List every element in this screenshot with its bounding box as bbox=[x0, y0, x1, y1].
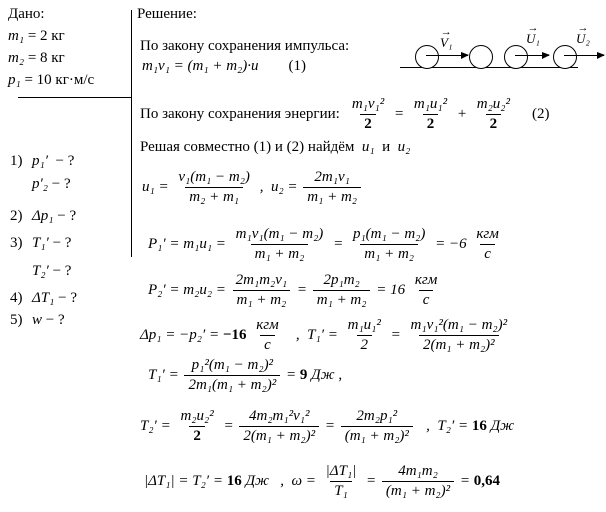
fraction: $\frac{\text{m₁v₁(m₁ − m₂)}}{\text{m₁ + m₂}}$ bbox=[235, 226, 324, 262]
energy-law-label: По закону сохранения энергии: bbox=[140, 105, 340, 122]
delta-p1-value: −16 bbox=[222, 326, 251, 343]
delta-p1-line: Δp₁ = −p₂′ = −16 $\frac{\text{кгм}}{с}$ , T₁′ = $\frac{\text{m₁u₁²}}{2}$ = $\frac{\text{m₁v₁²(m₁ − m₂)²}}{\text{2(m₁ + m₂)²}}$ bbox=[140, 311, 513, 359]
fraction: $\frac{\text{4m₂m₁²v₁²}}{\text{2(m₁ + m₂)²}}$ bbox=[239, 408, 319, 444]
fraction: $\frac{\text{m₂u₂²}}{2}$ bbox=[476, 96, 511, 132]
fraction: $\frac{\text{m₁v₁²}}{2}$ bbox=[351, 96, 385, 132]
question-2: 2) Δp₁ − ? bbox=[10, 208, 77, 224]
fraction: $\frac{\text{4m₁m₂}}{\text{(m₁ + m₂)²}}$ bbox=[382, 463, 454, 499]
vector-label-u1: → U₁ bbox=[526, 22, 540, 46]
t2-prime-line: T₂′ = $\frac{\text{m₂u₂²}}{2}$ = $\frac{\text{4m₂m₁²v₁²}}{\text{2(m₁ + m₂)²}}$ = $\frac{\text{2m₂p₁²}}{\text{(m₁ + m₂)²}}$ , T₂′ = 16 Дж bbox=[140, 408, 515, 444]
given-item-p1: p₁ = 10 кг·м/с bbox=[8, 72, 95, 88]
given-item-m2: m₂ = 8 кг bbox=[8, 50, 65, 66]
question-3b: T₂′ − ? bbox=[32, 263, 72, 279]
p1-prime-line: P₁′ = m₁u₁ = $\frac{\text{m₁v₁(m₁ − m₂)}}{\text{m₁ + m₂}}$ = $\frac{\text{p₁(m₁ − m₂)}}{\text{m₁ + m₂}}$ = −6 $\frac{\text{кгм}}{с}$ bbox=[148, 219, 505, 269]
question-3a: 3) T₁′ − ? bbox=[10, 235, 72, 251]
collision-diagram bbox=[398, 20, 606, 72]
fraction: $\frac{\text{m₁v₁²(m₁ − m₂)²}}{\text{2(m₁ + m₂)²}}$ bbox=[410, 317, 508, 353]
t1-prime-line: T₁′ = $\frac{\text{p₁²(m₁ − m₂)²}}{\text{2m₁(m₁ + m₂)²}}$ = 9 Дж , bbox=[148, 357, 343, 393]
fraction: $\frac{\text{2m₁v₁}}{\text{m₁ + m₂}}$ bbox=[303, 169, 361, 205]
omega-result: 0,64 bbox=[473, 472, 500, 489]
fraction: $\frac{\text{|ΔT₁|}}{\text{T₁}}$ bbox=[325, 463, 357, 499]
given-underline bbox=[18, 97, 131, 98]
solution-title: Решение: bbox=[137, 6, 197, 22]
fraction: $\frac{\text{p₁²(m₁ − m₂)²}}{\text{2m₁(m₁ + m₂)²}}$ bbox=[184, 357, 280, 393]
fraction: $\frac{\text{p₁(m₁ − m₂)}}{\text{m₁ + m₂}}$ bbox=[352, 226, 426, 262]
question-1a: 1) p₁′ − ? bbox=[10, 153, 75, 169]
vector-arrow-icon: → bbox=[440, 26, 452, 38]
solve-note: Решая совместно (1) и (2) найдём u₁ и u₂ bbox=[140, 139, 411, 155]
ball-2 bbox=[469, 45, 493, 69]
fraction: $\frac{\text{m₂u₂²}}{2}$ bbox=[180, 408, 214, 444]
fraction: $\frac{\text{m₁u₁²}}{2}$ bbox=[413, 96, 448, 132]
momentum-law-label: По закону сохранения импульса: bbox=[140, 38, 350, 54]
equation-ref-1: (1) bbox=[288, 58, 306, 74]
unit-fraction: $\frac{\text{кгм}}{с}$ bbox=[476, 226, 499, 262]
delta-t1-value: 16 bbox=[226, 472, 242, 489]
ball-4 bbox=[553, 45, 577, 69]
velocity-arrow-v1 bbox=[426, 55, 468, 56]
question-5: 5) w − ? bbox=[10, 312, 65, 328]
fraction: $\frac{\text{v₁(m₁ − m₂)}}{\text{m₂ + m₁}}$ bbox=[178, 169, 250, 205]
u-formulas-line: u₁ = $\frac{\text{v₁(m₁ − m₂)}}{\text{m₂ + m₁}}$ , u₂ = $\frac{\text{2m₁v₁}}{\text{m₁ + m₂}}$ bbox=[142, 160, 363, 214]
unit-fraction: $\frac{\text{кгм}}{с}$ bbox=[414, 272, 438, 308]
fraction: $\frac{\text{2p₁m₂}}{\text{m₁ + m₂}}$ bbox=[313, 272, 371, 308]
given-panel bbox=[8, 6, 132, 89]
vector-label-u2: → U₂ bbox=[576, 22, 590, 46]
given-item-m1: m₁ = 2 кг bbox=[8, 28, 65, 44]
given-title: Дано: bbox=[8, 6, 45, 22]
delta-t-omega-line: |ΔT₁| = T₂′ = 16 Дж , ω = $\frac{\text{|ΔT₁|}}{\text{T₁}}$ = $\frac{\text{4m₁m₂}}{\text{(m₁ + m₂)²}}$ = 0,64 bbox=[144, 463, 500, 499]
energy-law-line: По закону сохранения энергии: $\frac{\text{m₁v₁²}}{2}$ = $\frac{\text{m₁u₁²}}{2}$ + $\frac{\text{m₂u₂²}}{2}$ (2) bbox=[140, 96, 550, 132]
ball-3 bbox=[504, 45, 528, 69]
column-divider-line bbox=[131, 10, 132, 257]
velocity-arrow-u2 bbox=[564, 55, 604, 56]
fraction: $\frac{\text{m₁u₁²}}{2}$ bbox=[347, 317, 381, 353]
vector-arrow-icon: → bbox=[527, 22, 539, 34]
question-4: 4) ΔT₁ − ? bbox=[10, 290, 77, 306]
fraction: $\frac{\text{2m₂p₁²}}{\text{(m₁ + m₂)²}}$ bbox=[341, 408, 413, 444]
question-1b: p′₂ − ? bbox=[32, 176, 71, 192]
vector-arrow-icon: → bbox=[577, 22, 589, 34]
unit-fraction: $\frac{\text{кгм}}{с}$ bbox=[256, 317, 279, 353]
equation-ref-2: (2) bbox=[532, 105, 550, 122]
ball-1 bbox=[415, 45, 439, 69]
fraction: $\frac{\text{2m₁m₂v₁}}{\text{m₁ + m₂}}$ bbox=[232, 272, 291, 308]
velocity-arrow-u1 bbox=[515, 55, 549, 56]
momentum-equation: m₁v₁ = (m₁ + m₂)·u (1) bbox=[142, 58, 306, 74]
vector-label-v1: → V₁ bbox=[440, 26, 453, 50]
p2-prime-line: P₂′ = m₂u₂ = $\frac{\text{2m₁m₂v₁}}{\text{m₁ + m₂}}$ = $\frac{\text{2p₁m₂}}{\text{m₁ + m₂}}$ = 16 $\frac{\text{кгм}}{с}$ bbox=[148, 264, 443, 316]
t2-value: 16 bbox=[471, 417, 487, 434]
t1-value: 9 bbox=[299, 366, 308, 383]
